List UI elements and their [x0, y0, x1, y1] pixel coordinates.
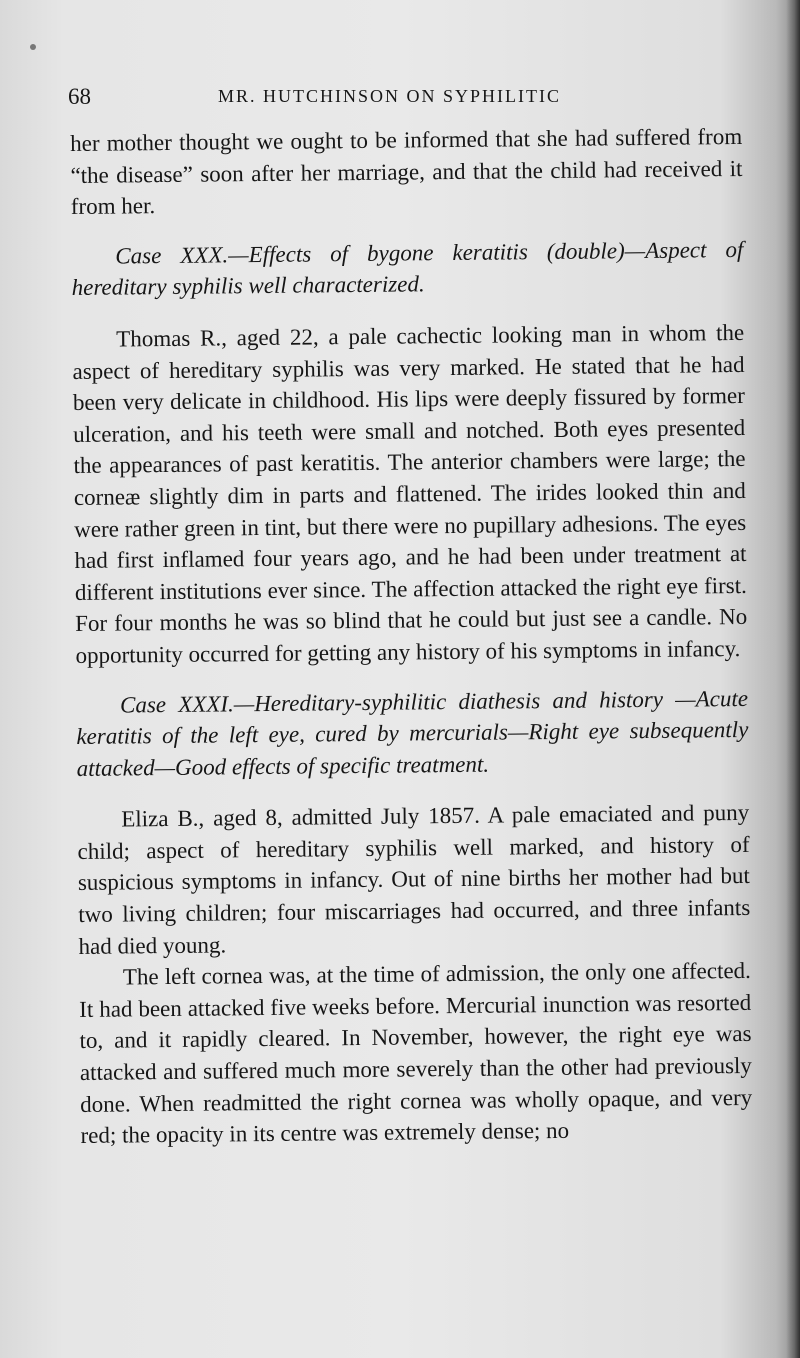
case-heading-xxx: Case XXX.—Effects of bygone keratitis (double)—Aspect of hereditary syphilis well characterized.	[71, 236, 744, 301]
page-body	[70, 121, 753, 1152]
case-xxx-paragraph: Thomas R., aged 22, a pale cachectic looking man in whom the aspect of hereditary syphilis was very marked. He stated that he had been very delicate in childhood. His lips were deeply fissured by former ulceration, and his teeth were small and notched. Both eyes presented the appearances of past keratitis. The anterior chambers were large; the corneæ slightly dim in parts and flattened. The irides looked thin and were rather green in tint, but there were no pupillary adhesions. The eyes had first inflamed four years ago, and he had been under treatment at different institutions ever since. The affection attacked the right eye first. For four months he was so blind that he could but just see a candle. No opportunity occurred for getting any history of his symptoms in infancy.	[72, 319, 748, 668]
page-header	[68, 80, 748, 116]
paper-speck	[30, 44, 36, 50]
paragraph-continuation: her mother thought we ought to be informed that she had suffered from “the disease” soon after her marriage, and that the child had received it from her.	[70, 123, 743, 220]
book-spine-shadow	[786, 0, 800, 1358]
page-number: 68	[68, 84, 91, 109]
running-head: MR. HUTCHINSON ON SYPHILITIC	[218, 86, 562, 106]
case-heading-xxxi: Case XXXI.—Hereditary-syphilitic diathesis and history —Acute keratitis of the left eye, cured by mercurials—Right eye subsequently attacked—Good effects of specific treatment.	[76, 685, 749, 781]
case-xxxi-paragraph-1: Eliza B., aged 8, admitted July 1857. A pale emaciated and puny child; aspect of hereditary syphilis well marked, and history of suspicious symptoms in infancy. Out of nine births her mother had but two living children; four miscarriages had occurred, and three infants had died young.	[77, 800, 751, 959]
case-xxxi-paragraph-2: The left cornea was, at the time of admission, the only one affected. It had been attacked five weeks before. Mercurial inunction was resorted to, and it rapidly cleared. In November, however, the right eye was attacked and suffered much more severely than the other had previously done. When readmitted the right cornea was wholly opaque, and very red; the opacity in its centre was extremely dense; no	[79, 958, 753, 1149]
